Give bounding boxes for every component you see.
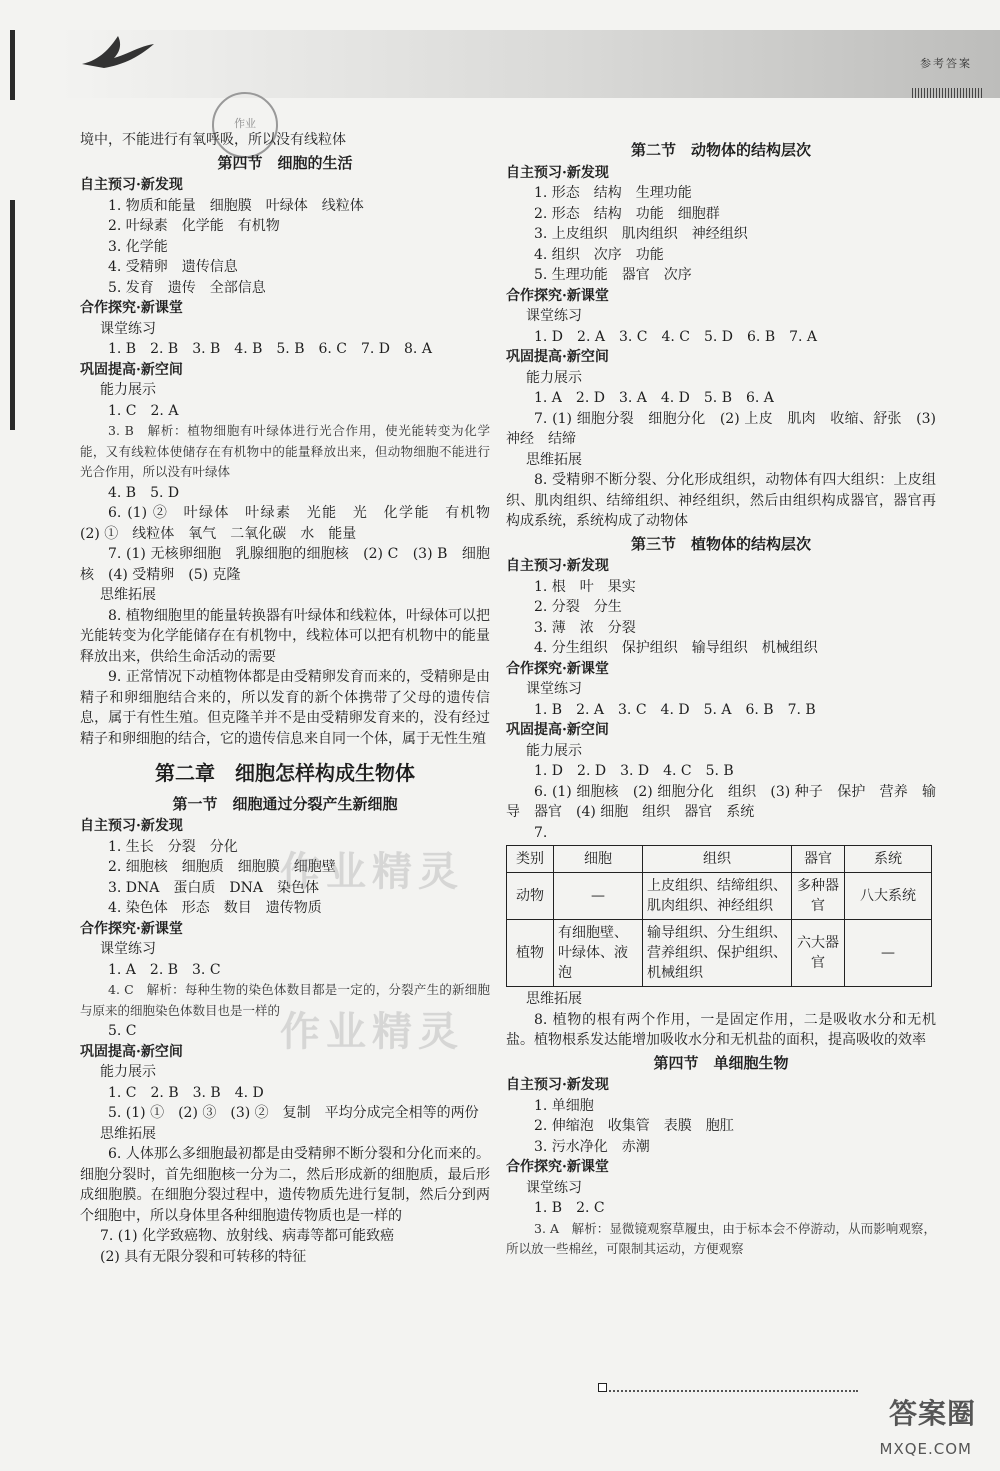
- chapter-title: 第二章 细胞怎样构成生物体: [155, 761, 415, 785]
- answer-line: 5. 生理功能 器官 次序: [534, 267, 692, 283]
- footer-square-icon: [598, 1383, 607, 1392]
- page-edge-mark: [10, 30, 15, 100]
- table-header-cell: 组织: [643, 846, 792, 873]
- answer-line: 1. 生长 分裂 分化: [108, 838, 238, 855]
- subheading: 能力展示: [526, 742, 582, 759]
- answer-line: 1. A 2. D 3. A 4. D 5. B 6. A: [534, 390, 774, 406]
- answer-line: 1. B 2. A 3. C 4. D 5. A 6. B 7. B: [534, 701, 816, 718]
- answer-line: 1. D 2. D 3. D 4. C 5. B: [534, 763, 734, 779]
- answer-line: 4. 受精卵 遗传信息: [108, 259, 238, 275]
- subheading: 课堂练习: [100, 320, 156, 337]
- answer-explanation: 4. C 解析：每种生物的染色体数目都是一定的，分裂产生的新细胞与原来的细胞染色体数目也是一样的: [80, 982, 490, 1018]
- table-cell: 动物: [507, 873, 554, 920]
- answer-paragraph: 6. (1) 细胞核 (2) 细胞分化 组织 (3) 种子 保护 营养 输导 器官 (4) 细胞 组织 器官 系统: [506, 783, 936, 820]
- answer-line: 2. 叶绿素 化学能 有机物: [108, 218, 280, 234]
- subsection-heading: 巩固提高·新空间: [506, 722, 609, 738]
- answer-line: 3. 薄 浓 分裂: [534, 619, 636, 636]
- table-cell: 多种器官: [792, 873, 845, 920]
- section-title: 第三节 植物体的结构层次: [630, 534, 811, 553]
- table-cell: 输导组织、分生组织、营养组织、保护组织、机械组织: [643, 920, 792, 987]
- subheading: 思维拓展: [100, 587, 156, 603]
- answer-line: 3. 污水净化 赤潮: [534, 1138, 650, 1155]
- subheading: 能力展示: [100, 382, 156, 398]
- answer-line: 3. 化学能: [108, 238, 168, 255]
- answer-line: 4. 分生组织 保护组织 输导组织 机械组织: [534, 640, 818, 656]
- left-column: [80, 130, 504, 1267]
- answer-explanation: 3. B 解析：植物细胞有叶绿体进行光合作用，使光能转变为化学能，又有线粒体使储存在有机物中的能量释放出来，但动物细胞不能进行光合作用，所以没有叶绿体: [80, 423, 490, 479]
- bird-logo-icon: [80, 30, 160, 70]
- header-barcode-decoration: [912, 88, 982, 98]
- subheading: 课堂练习: [526, 1179, 582, 1196]
- subsection-heading: 自主预习·新发现: [506, 1077, 609, 1093]
- answer-paragraph: 5. (1) ① (2) ③ (3) ② 复制 平均分成完全相等的两份: [108, 1105, 479, 1121]
- answer-paragraph: 8. 植物的根有两个作用，一是固定作用，二是吸收水分和无机盐。植物根系发达能增加吸收水分和无机盐的面积，提高吸收的效率: [506, 1011, 936, 1048]
- answer-line: 1. C 2. A: [108, 402, 179, 419]
- table-header-cell: 系统: [845, 846, 932, 873]
- answer-line: 2. 伸缩泡 收集管 表膜 胞肛: [534, 1118, 734, 1134]
- subsection-heading: 自主预习·新发现: [80, 818, 183, 834]
- site-logo: 答案圈: [888, 1397, 976, 1430]
- answer-paragraph: 7. (1) 细胞分裂 细胞分化 (2) 上皮 肌肉 收缩、舒张 (3) 神经 结缔: [506, 410, 936, 447]
- answer-line: 2. 分裂 分生: [534, 599, 622, 615]
- answer-line: 4. 组织 次序 功能: [534, 246, 664, 263]
- answer-line: 3. DNA 蛋白质 DNA 染色体: [108, 879, 319, 896]
- answer-line: 2. 细胞核 细胞质 细胞膜 细胞壁: [108, 859, 336, 875]
- table-cell: —: [554, 873, 643, 920]
- subheading: 课堂练习: [526, 681, 582, 697]
- answer-line: (2) 具有无限分裂和可转移的特征: [100, 1248, 307, 1265]
- answer-paragraph: 9. 正常情况下动植物体都是由受精卵发育而来的，受精卵是由精子和卵细胞结合来的，所以发育的新个体携带了父母的遗传信息，属于有性生殖。但克隆羊并不是由受精卵发育来的，没有经过精子和卵细胞的结合，它的遗传信息来自同一个体，属于无性生殖: [80, 669, 490, 747]
- answer-line: 4. B 5. D: [108, 484, 180, 501]
- subsection-heading: 合作探究·新课堂: [506, 660, 609, 677]
- table-header-cell: 器官: [792, 846, 845, 873]
- answer-line: 4. 染色体 形态 数目 遗传物质: [108, 900, 322, 916]
- table-cell: 上皮组织、结缔组织、肌肉组织、神经组织: [643, 873, 792, 920]
- subsection-heading: 巩固提高·新空间: [80, 361, 183, 378]
- table-header-cell: 细胞: [554, 846, 643, 873]
- section-title: 第二节 动物体的结构层次: [630, 141, 811, 159]
- subheading: 课堂练习: [100, 941, 156, 957]
- subsection-heading: 合作探究·新课堂: [80, 300, 183, 316]
- subsection-heading: 合作探究·新课堂: [80, 920, 183, 937]
- subheading: 能力展示: [526, 369, 582, 386]
- header-section-label: 参考答案: [920, 57, 972, 70]
- answer-paragraph: 8. 受精卵不断分裂、分化形成组织，动物体有四大组织：上皮组织、肌肉组织、结缔组织、神经组织，然后由组织构成器官，器官再构成系统，系统构成了动物体: [506, 472, 936, 529]
- answer-line: 7. (1) 化学致癌物、放射线、病毒等都可能致癌: [100, 1228, 395, 1244]
- table-cell: 八大系统: [845, 873, 932, 920]
- homework-stamp: 作业: [212, 92, 278, 158]
- footer-dotted-rule: [598, 1380, 858, 1392]
- table-cell: 六大器官: [792, 920, 845, 987]
- answer-line: 1. 物质和能量 细胞膜 叶绿体 线粒体: [108, 197, 364, 214]
- answer-line: 1. 根 叶 果实: [534, 578, 636, 595]
- subheading: 思维拓展: [100, 1125, 156, 1142]
- page-header-band: [60, 30, 1000, 98]
- answer-paragraph: 6. 人体那么多细胞最初都是由受精卵不断分裂和分化而来的。细胞分裂时，首先细胞核一分为二，然后形成新的细胞质，最后形成细胞膜。在细胞分裂过程中，遗传物质先进行复制，然后分到两个细胞中，所以身体里各种细胞遗传物质也是一样的: [80, 1146, 490, 1224]
- answer-line: 5. 发育 遗传 全部信息: [108, 279, 266, 296]
- subsection-heading: 自主预习·新发现: [506, 558, 609, 574]
- page-edge-mark: [10, 200, 15, 430]
- answer-paragraph: 7. (1) 无核卵细胞 乳腺细胞的细胞核 (2) C (3) B 细胞核 (4) 受精卵 (5) 克隆: [80, 546, 490, 583]
- site-url: MXQE.COM: [879, 1440, 972, 1458]
- subheading: 思维拓展: [526, 451, 582, 468]
- continuation-line: 境中，不能进行有氧呼吸，所以没有线粒体: [80, 132, 346, 148]
- table-header-cell: 类别: [507, 846, 554, 873]
- answer-line: 5. C: [108, 1023, 137, 1039]
- subheading: 课堂练习: [526, 308, 582, 324]
- subsection-heading: 巩固提高·新空间: [506, 349, 609, 365]
- section-title: 第四节 单细胞生物: [653, 1053, 789, 1072]
- answer-line: 7.: [534, 824, 548, 841]
- answer-line: 1. B 2. C: [534, 1200, 605, 1216]
- answer-paragraph: 6. (1) ② 叶绿体 叶绿素 光能 光 化学能 有机物 (2) ① 线粒体 氧气 二氧化碳 水 能量: [80, 505, 504, 542]
- answer-explanation: 3. A 解析：显微镜观察草履虫，由于标本会不停游动，从而影响观察，所以放一些棉丝，可限制其运动，方便观察: [506, 1220, 936, 1256]
- classification-table: [506, 845, 932, 987]
- subheading: 能力展示: [100, 1064, 156, 1080]
- table-header-row: [507, 846, 932, 873]
- subsection-heading: 自主预习·新发现: [506, 164, 609, 181]
- section-title: 第四节 细胞的生活: [217, 153, 353, 172]
- answer-line: 1. D 2. A 3. C 4. C 5. D 6. B 7. A: [534, 328, 818, 345]
- table-cell: 植物: [507, 920, 554, 987]
- subheading: 思维拓展: [526, 991, 582, 1007]
- table-cell: 有细胞壁、叶绿体、液泡: [554, 920, 643, 987]
- table-row: [507, 920, 932, 987]
- subsection-heading: 合作探究·新课堂: [506, 1159, 609, 1175]
- right-column: [506, 138, 936, 1260]
- subsection-heading: 合作探究·新课堂: [506, 287, 609, 304]
- answer-line: 1. 单细胞: [534, 1097, 594, 1114]
- subsection-heading: 巩固提高·新空间: [80, 1043, 183, 1060]
- answer-line: 3. 上皮组织 肌肉组织 神经组织: [534, 226, 748, 242]
- watermark-text: 作业精灵: [280, 848, 464, 895]
- watermark-text: 作业精灵: [280, 1008, 464, 1055]
- answer-line: 1. 形态 结构 生理功能: [534, 185, 692, 201]
- answer-paragraph: 8. 植物细胞里的能量转换器有叶绿体和线粒体，叶绿体可以把光能转变为化学能储存在有机物中，线粒体可以把有机物中的能量释放出来，供给生命活动的需要: [80, 607, 490, 665]
- table-row: [507, 873, 932, 920]
- table-cell: —: [845, 920, 932, 987]
- answer-line: 2. 形态 结构 功能 细胞群: [534, 205, 720, 222]
- section-title: 第一节 细胞通过分裂产生新细胞: [172, 794, 398, 813]
- answer-line: 1. B 2. B 3. B 4. B 5. B 6. C 7. D 8. A: [108, 341, 432, 357]
- answer-line: 1. A 2. B 3. C: [108, 961, 221, 978]
- subsection-heading: 自主预习·新发现: [80, 177, 183, 193]
- answer-line: 1. C 2. B 3. B 4. D: [108, 1084, 264, 1101]
